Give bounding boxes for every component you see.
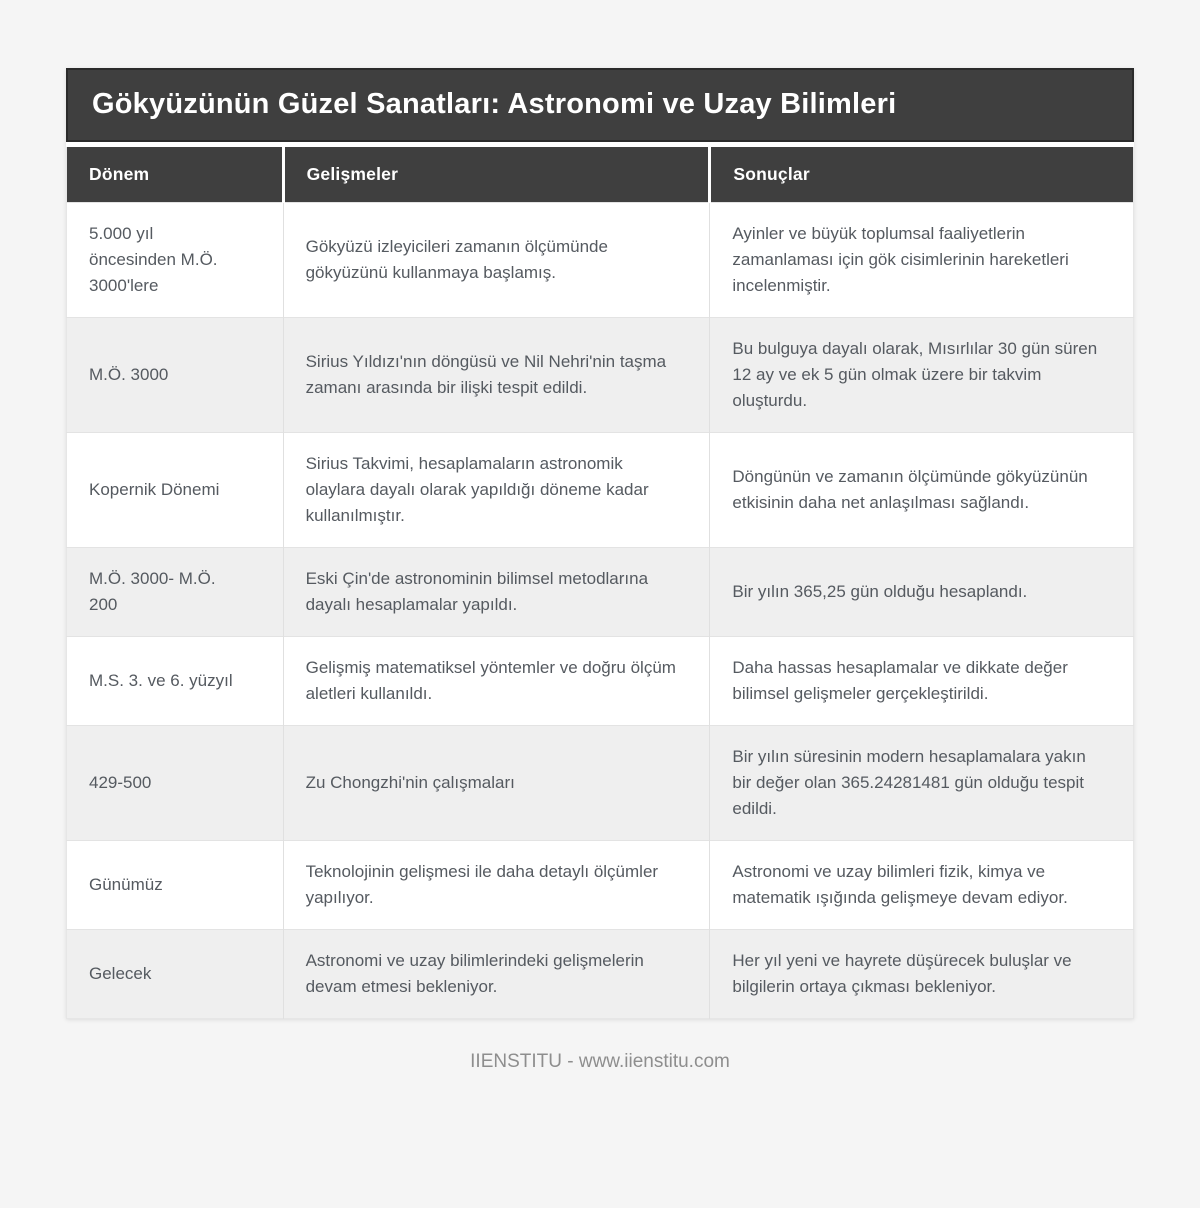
column-header-gelismeler: Gelişmeler — [283, 147, 710, 203]
table-row — [67, 318, 1134, 433]
cell-donem: 5.000 yıl öncesinden M.Ö. 3000'lere — [67, 203, 284, 318]
table-row — [67, 930, 1134, 1019]
cell-donem: M.S. 3. ve 6. yüzyıl — [67, 637, 284, 726]
cell-gelismeler: Astronomi ve uzay bilimlerindeki gelişmelerin devam etmesi bekleniyor. — [283, 930, 710, 1019]
footer-branding: IIENSTITU - www.iienstitu.com — [470, 1051, 730, 1072]
table-header — [67, 147, 1134, 203]
cell-sonuclar: Her yıl yeni ve hayrete düşürecek buluşlar ve bilgilerin ortaya çıkması bekleniyor. — [710, 930, 1134, 1019]
cell-donem: 429-500 — [67, 726, 284, 841]
cell-gelismeler: Gelişmiş matematiksel yöntemler ve doğru ölçüm aletleri kullanıldı. — [283, 637, 710, 726]
column-header-donem: Dönem — [67, 147, 284, 203]
column-header-sonuclar: Sonuçlar — [710, 147, 1134, 203]
cell-gelismeler: Sirius Yıldızı'nın döngüsü ve Nil Nehri'nin taşma zamanı arasında bir ilişki tespit edildi. — [283, 318, 710, 433]
cell-donem: Gelecek — [67, 930, 284, 1019]
cell-donem: Günümüz — [67, 841, 284, 930]
table-body — [67, 203, 1134, 1019]
cell-donem: M.Ö. 3000 — [67, 318, 284, 433]
timeline-table — [66, 147, 1134, 1019]
cell-gelismeler: Gökyüzü izleyicileri zamanın ölçümünde gökyüzünü kullanmaya başlamış. — [283, 203, 710, 318]
header-row — [67, 147, 1134, 203]
cell-gelismeler: Zu Chongzhi'nin çalışmaları — [283, 726, 710, 841]
table-row — [67, 203, 1134, 318]
cell-donem: Kopernik Dönemi — [67, 433, 284, 548]
cell-gelismeler: Eski Çin'de astronominin bilimsel metodlarına dayalı hesaplamalar yapıldı. — [283, 548, 710, 637]
table-row — [67, 433, 1134, 548]
page-title: Gökyüzünün Güzel Sanatları: Astronomi ve Uzay Bilimleri — [66, 68, 1134, 142]
cell-donem: M.Ö. 3000- M.Ö. 200 — [67, 548, 284, 637]
cell-sonuclar: Bir yılın süresinin modern hesaplamalara yakın bir değer olan 365.24281481 gün olduğu tespit edildi. — [710, 726, 1134, 841]
cell-sonuclar: Astronomi ve uzay bilimleri fizik, kimya ve matematik ışığında gelişmeye devam ediyor. — [710, 841, 1134, 930]
table-row — [67, 548, 1134, 637]
cell-sonuclar: Ayinler ve büyük toplumsal faaliyetlerin zamanlaması için gök cisimlerinin hareketleri incelenmiştir. — [710, 203, 1134, 318]
cell-sonuclar: Döngünün ve zamanın ölçümünde gökyüzünün etkisinin daha net anlaşılması sağlandı. — [710, 433, 1134, 548]
cell-gelismeler: Sirius Takvimi, hesaplamaların astronomik olaylara dayalı olarak yapıldığı döneme kadar kullanılmıştır. — [283, 433, 710, 548]
cell-gelismeler: Teknolojinin gelişmesi ile daha detaylı ölçümler yapılıyor. — [283, 841, 710, 930]
table-row — [67, 841, 1134, 930]
cell-sonuclar: Bu bulguya dayalı olarak, Mısırlılar 30 gün süren 12 ay ve ek 5 gün olmak üzere bir takvim oluşturdu. — [710, 318, 1134, 433]
cell-sonuclar: Daha hassas hesaplamalar ve dikkate değer bilimsel gelişmeler gerçekleştirildi. — [710, 637, 1134, 726]
table-row — [67, 726, 1134, 841]
table-row — [67, 637, 1134, 726]
cell-sonuclar: Bir yılın 365,25 gün olduğu hesaplandı. — [710, 548, 1134, 637]
document-container — [66, 68, 1134, 1019]
